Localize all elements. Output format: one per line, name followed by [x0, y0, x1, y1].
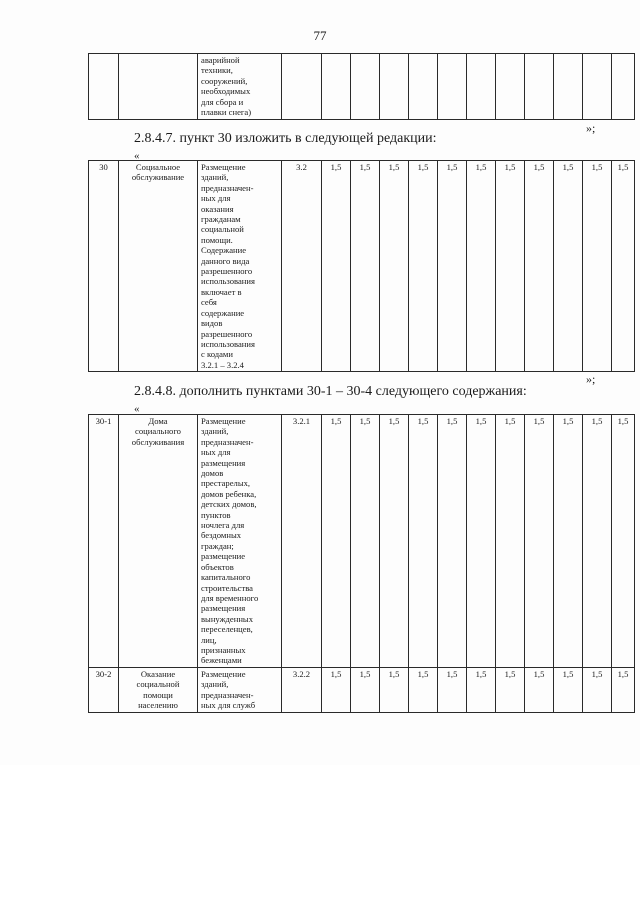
coefficient-cell: 1,5: [380, 667, 409, 712]
coefficient-cell: 1,5: [612, 415, 635, 668]
coefficient-cell: 1,5: [409, 161, 438, 372]
coefficient-cell: 1,5: [496, 667, 525, 712]
coefficient-cell: 1,5: [351, 667, 380, 712]
coefficient-cell: 1,5: [409, 415, 438, 668]
table-row: [89, 54, 635, 120]
coefficient-cell: 1,5: [612, 161, 635, 372]
coefficient-cell: 1,5: [554, 161, 583, 372]
coefficient-cell: [351, 54, 380, 120]
coefficient-cell: 1,5: [351, 415, 380, 668]
coefficient-cell: 1,5: [467, 667, 496, 712]
coefficient-cell: 1,5: [467, 415, 496, 668]
coefficient-cell: 1,5: [496, 415, 525, 668]
continuation-table: [88, 53, 635, 120]
land-use-name-cell: Дома социального обслуживания: [119, 415, 198, 668]
coefficient-cell: 1,5: [438, 667, 467, 712]
coefficient-cell: 1,5: [438, 161, 467, 372]
coefficient-cell: 1,5: [496, 161, 525, 372]
coefficient-cell: [496, 54, 525, 120]
land-use-code-cell: 3.2.2: [282, 667, 322, 712]
coefficient-cell: 1,5: [438, 415, 467, 668]
coefficient-cell: 1,5: [583, 667, 612, 712]
row-number-cell: 30-2: [89, 667, 119, 712]
coefficient-cell: 1,5: [322, 161, 351, 372]
closing-quote: »;: [586, 121, 596, 135]
coefficient-cell: [380, 54, 409, 120]
coefficient-cell: [583, 54, 612, 120]
row-number-cell: 30-1: [89, 415, 119, 668]
coefficient-cell: 1,5: [554, 415, 583, 668]
land-use-name-cell: [119, 54, 198, 120]
section-heading-2847: 2.8.4.7. пункт 30 изложить в следующей редакции:: [134, 131, 437, 146]
land-use-code-cell: 3.2.1: [282, 415, 322, 668]
closing-quote: »;: [586, 372, 596, 386]
coefficient-cell: 1,5: [525, 415, 554, 668]
land-use-description-cell: Размещение зданий, предназначен- ных для размещения домов престарелых, домов ребенка, детских домов, пунктов ночлега для бездомных граждан; размещение объектов капитального строительства для временного размещения вынужденных переселенцев, лиц, признанных беженцами: [198, 415, 282, 668]
table-row: [89, 415, 635, 668]
coefficient-cell: 1,5: [583, 415, 612, 668]
coefficient-cell: 1,5: [409, 667, 438, 712]
coefficient-cell: 1,5: [525, 667, 554, 712]
coefficient-cell: 1,5: [554, 667, 583, 712]
coefficient-cell: 1,5: [322, 415, 351, 668]
coefficient-cell: [438, 54, 467, 120]
opening-quote: «: [134, 403, 140, 415]
page-number: 77: [313, 28, 327, 43]
regulation-table-2847: [88, 160, 635, 372]
coefficient-cell: [525, 54, 554, 120]
section-heading-2848: 2.8.4.8. дополнить пунктами 30-1 – 30-4 следующего содержания:: [134, 384, 527, 399]
coefficient-cell: 1,5: [525, 161, 554, 372]
opening-quote: «: [134, 150, 140, 162]
coefficient-cell: [612, 54, 635, 120]
land-use-name-cell: Социальное обслуживание: [119, 161, 198, 372]
coefficient-cell: 1,5: [322, 667, 351, 712]
land-use-name-cell: Оказание социальной помощи населению: [119, 667, 198, 712]
coefficient-cell: [322, 54, 351, 120]
coefficient-cell: 1,5: [380, 415, 409, 668]
coefficient-cell: 1,5: [583, 161, 612, 372]
table-row: [89, 667, 635, 712]
row-number-cell: 30: [89, 161, 119, 372]
land-use-code-cell: [282, 54, 322, 120]
coefficient-cell: 1,5: [612, 667, 635, 712]
land-use-description-cell: аварийной техники, сооружений, необходимых для сбора и плавки снега): [198, 54, 282, 120]
land-use-code-cell: 3.2: [282, 161, 322, 372]
coefficient-cell: [554, 54, 583, 120]
blank-area: [0, 765, 640, 905]
row-number-cell: [89, 54, 119, 120]
land-use-description-cell: Размещение зданий, предназначен- ных для оказания гражданам социальной помощи. Содержание данного вида разрешенного использования включает в себя содержание видов разрешенного использования с кодами 3.2.1 – 3.2.4: [198, 161, 282, 372]
coefficient-cell: 1,5: [467, 161, 496, 372]
table-row: [89, 161, 635, 372]
regulation-table-2848: [88, 414, 635, 713]
coefficient-cell: [409, 54, 438, 120]
coefficient-cell: 1,5: [380, 161, 409, 372]
land-use-description-cell: Размещение зданий, предназначен- ных для служб: [198, 667, 282, 712]
coefficient-cell: 1,5: [351, 161, 380, 372]
coefficient-cell: [467, 54, 496, 120]
